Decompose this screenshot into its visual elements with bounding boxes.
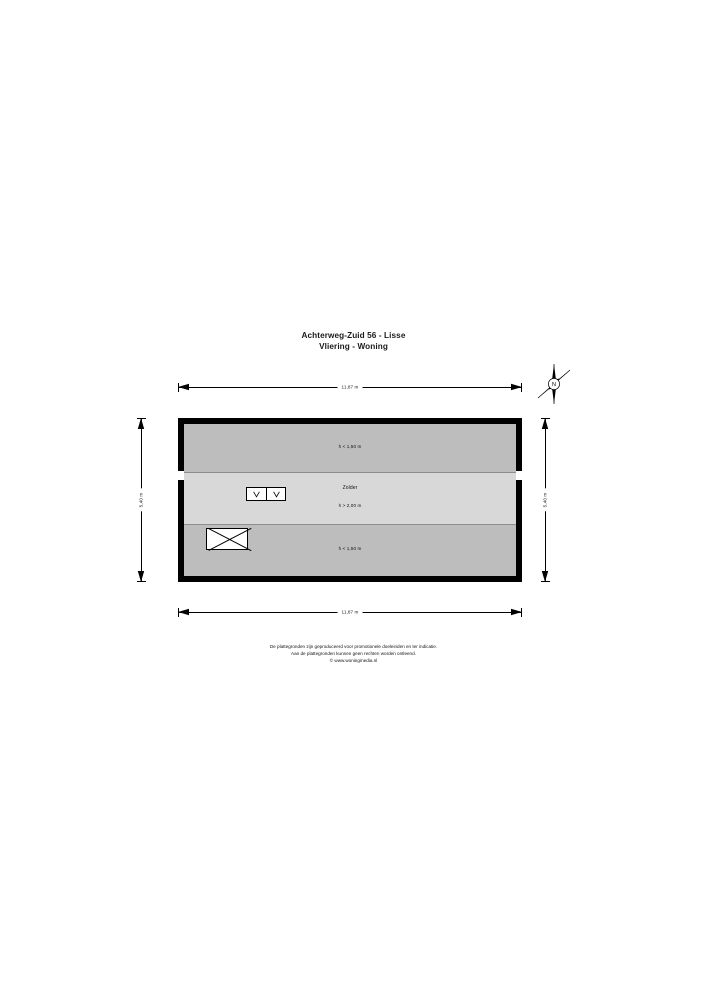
wall-opening-right-edge-top [516, 470, 522, 471]
dimension-top [178, 381, 522, 393]
dimension-bottom [178, 606, 522, 618]
title-block [0, 330, 707, 352]
dormer-window-icon [246, 487, 286, 501]
high-ceiling-zone [184, 472, 516, 524]
north-arrow-icon [534, 362, 574, 406]
dimension-left [135, 418, 147, 582]
wall-opening-right-edge-bottom [516, 480, 522, 481]
page-subtitle: Vliering - Woning [319, 342, 388, 351]
dimension-top-label: 11,87 m [338, 385, 363, 390]
dimension-bottom-label: 11,87 m [338, 610, 363, 615]
svg-text:N: N [552, 382, 556, 389]
ceiling-height-line-top [184, 472, 516, 473]
dimension-right [539, 418, 551, 582]
height-label-middle: h > 2,00 m [338, 503, 362, 508]
height-label-bottom: h < 1,50 m [338, 546, 362, 551]
footer-disclaimer [0, 643, 707, 664]
footer-line-3: © www.woningmedia.nl [329, 658, 378, 663]
ceiling-height-line-bottom [184, 524, 516, 525]
wall-opening-left-edge-top [178, 470, 184, 471]
roof-hatch-icon [206, 528, 248, 550]
dimension-right-label: 5,40 m [543, 489, 548, 512]
page-title: Achterweg-Zuid 56 - Lisse [301, 331, 406, 340]
footer-line-2: Aan de plattegronden kunnen geen rechten worden ontleend. [291, 651, 416, 656]
room-label-zolder: Zolder [342, 485, 358, 491]
floor-plan [178, 418, 522, 582]
dimension-left-label: 5,40 m [139, 489, 144, 512]
wall-opening-left-edge-bottom [178, 480, 184, 481]
footer-line-1: De plattegronden zijn geproduceerd voor promotionele doeleinden en ter indicatie. [269, 644, 438, 649]
attic-interior [184, 424, 516, 576]
height-label-top: h < 1,50 m [338, 444, 362, 449]
